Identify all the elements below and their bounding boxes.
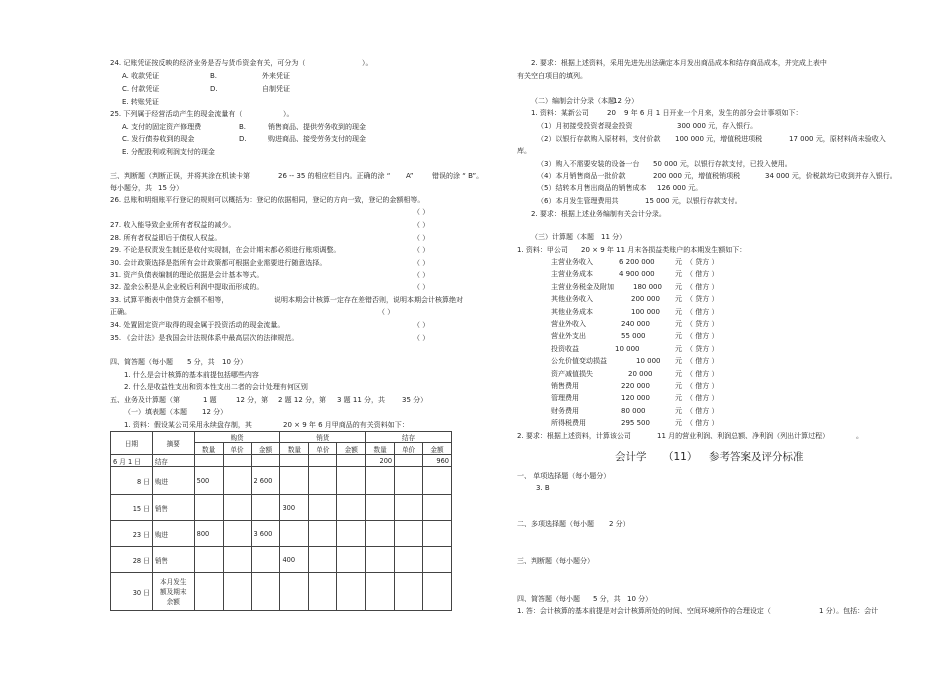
account-amount: 20 000 (628, 369, 653, 378)
cell-bp (395, 455, 423, 467)
judge-item-text: 34. 处置固定资产取得的现金属于投资活动的现金流量。 (110, 321, 285, 329)
cell-bp (395, 573, 423, 611)
journal-item-b: 50 000 元，以银行存款支付，已投入使用。 (653, 160, 792, 168)
cell-sq (280, 573, 309, 611)
account-name: 营业外收入 (551, 320, 586, 328)
cell-pp (223, 455, 251, 467)
journal-header-b: 12 分） (613, 97, 639, 105)
account-amount: 220 000 (621, 382, 650, 390)
cell-bq (366, 573, 395, 611)
journal-header-a: （二）编制会计分录（本题 (531, 97, 615, 105)
account-amount: 10 000 (636, 357, 661, 366)
account-side: （ 借方 ） (686, 332, 719, 341)
judge-header-c: A” (406, 172, 414, 180)
header-summary: 摘要 (152, 432, 194, 455)
journal-item-a: （5）结转本月售出商品的销售成本 (537, 184, 647, 192)
judge-item-text: 27. 收入能导致企业所有者权益的减少。 (110, 221, 236, 229)
cell-pq (194, 495, 223, 521)
account-name: 销售费用 (551, 382, 579, 390)
account-side: （ 贷方 ） (686, 344, 719, 353)
cell-bp (395, 547, 423, 573)
header-purchase-qty: 数量 (194, 443, 223, 455)
cell-pa (251, 455, 280, 467)
fill-table-header-a: （一）填表题（本题 (124, 408, 187, 416)
table-row (111, 573, 452, 611)
cell-summary: 销售 (152, 547, 194, 573)
inventory-ledger-table (110, 431, 452, 611)
cell-pp (223, 547, 251, 573)
cell-date: 28 日 (111, 547, 153, 573)
judge-item-answer-blank: （ ） (413, 283, 430, 291)
judge-item-answer-blank: （ ） (413, 246, 430, 254)
cell-sa (337, 521, 366, 547)
account-side: （ 贷方 ） (686, 258, 719, 266)
journal-data-c: 9 年 6 月 1 日开业一个月来，发生的部分会计事项如下： (624, 109, 803, 117)
account-amount: 55 000 (621, 332, 646, 341)
answer-sec2-a: 二、多项选择题（每小题 (517, 520, 594, 528)
cell-date: 6 月 1 日 (111, 455, 153, 467)
journal-item-b: 126 000 元。 (657, 184, 703, 192)
judge-item-answer-blank: （ ） (413, 271, 430, 279)
calc-requirement-b: 11 月的营业利润、利润总额、净利润（列出计算过程） (657, 432, 830, 440)
account-unit: 元 (675, 406, 682, 415)
cell-sp (309, 467, 337, 495)
cell-bq: 200 (366, 455, 395, 467)
answer-title-number: （11） (663, 451, 698, 463)
journal-item-b: 300 000 元，存入银行。 (677, 122, 758, 130)
answer-essay-1-a: 1. 答：会计核算的基本前提是对会计核算所处的时间、空间环境所作的合理设定（ (517, 607, 771, 615)
account-side: （ 借方 ） (686, 307, 719, 316)
q33-answer-blank: （ ） (378, 308, 395, 316)
q24-option-e: E. 转账凭证 (122, 98, 159, 106)
journal-data-b: 20 (607, 109, 616, 117)
answer-sec3: 三、判断题（每小题分） (517, 557, 594, 565)
cell-sq (280, 521, 309, 547)
header-sales: 销货 (280, 432, 366, 443)
cell-sp (309, 495, 337, 521)
judge-item-text: 32. 盈余公积是从企业税后利润中提取而形成的。 (110, 283, 264, 291)
answer-sec4-a: 四、简答题（每小题 (517, 595, 580, 603)
judge-header-b: 26 -- 35 的相应栏目内。正确的涂 “ (278, 172, 391, 180)
answer-sec1-item: 3. B (536, 484, 550, 492)
judge-item-answer-blank: （ ） (413, 334, 430, 342)
q24-option-d-letter: D. (210, 85, 218, 93)
answer-essay-1-b: 1 分）。包括：会计 (819, 607, 879, 615)
essay-q2: 2. 什么是收益性支出和资本性支出二者的会计处理有何区别 (124, 383, 308, 391)
answer-sec2-b: 2 分） (609, 520, 630, 528)
cell-pp (223, 495, 251, 521)
cell-pp (223, 521, 251, 547)
judge-item-text: 31. 资产负债表编制的理论依据是会计基本等式。 (110, 271, 264, 279)
table-row (111, 455, 452, 467)
judge-header-a: 三、判断题（判断正误，并将其涂在机读卡第 (110, 172, 250, 180)
account-unit: 元 (675, 419, 682, 428)
judge-item-text: 35. 《会计法》是我国会计法规体系中最高层次的法律规范。 (110, 334, 299, 342)
account-side: （ 借方 ） (686, 394, 719, 403)
header-date: 日期 (111, 432, 153, 455)
journal-item-a: （3）购入不需要安装的设备一台 (537, 160, 640, 168)
practice-header-c: 12 分，第 (236, 396, 269, 404)
header-balance-amount: 金额 (423, 443, 452, 455)
calc-data-b: 20 × 9 年 11 月末各损益类账户的本期发生额如下： (581, 246, 747, 254)
table-row (111, 547, 452, 573)
practice-header-b: 1 题 (203, 396, 217, 404)
cell-pq: 500 (194, 467, 223, 495)
account-amount: 100 000 (631, 307, 660, 316)
header-sales-price: 单价 (309, 443, 337, 455)
cell-sq: 400 (280, 547, 309, 573)
judge-item-answer-blank: （ ） (413, 221, 430, 229)
header-sales-amount: 金额 (337, 443, 366, 455)
cell-sq (280, 455, 309, 467)
q25-stem-text: 25. 下列属于经营活动产生的现金流量有（ (110, 110, 243, 118)
account-name: 管理费用 (551, 394, 579, 403)
header-purchase: 购货 (194, 432, 280, 443)
q25-option-a: A. 支付的固定资产修理费 (122, 123, 202, 131)
judge-item-answer-blank: （ ） (413, 208, 430, 216)
practice-header-e: 3 题 11 分，共 (337, 396, 386, 404)
cell-pa: 2 600 (251, 467, 280, 495)
journal-item-a: 库。 (517, 147, 531, 155)
account-side: （ 借方 ） (686, 369, 719, 378)
cell-summary: 结存 (152, 455, 194, 467)
cell-summary-line: 额及期末 (160, 587, 187, 596)
account-name: 主营业务税金及附加 (551, 282, 614, 291)
cell-ba (423, 547, 452, 573)
q24-option-a: A. 收款凭证 (122, 72, 160, 80)
account-side: （ 借方 ） (686, 406, 719, 415)
cell-bp (395, 521, 423, 547)
q25-option-b-letter: B. (239, 123, 247, 131)
account-unit: 元 (675, 369, 682, 378)
account-unit: 元 (675, 332, 682, 341)
account-name: 主营业务成本 (551, 270, 593, 279)
account-amount: 200 000 (631, 295, 660, 304)
essay-q1: 1. 什么是会计核算的基本前提包括哪些内容 (124, 371, 259, 379)
account-name: 公允价值变动损益 (551, 357, 607, 366)
cell-sa (337, 455, 366, 467)
account-unit: 元 (675, 394, 682, 403)
account-name: 所得税费用 (551, 419, 586, 428)
cell-ba (423, 573, 452, 611)
calc-requirement-a: 2. 要求：根据上述资料，计算该公司 (517, 432, 631, 440)
account-unit: 元 (675, 382, 682, 390)
header-purchase-price: 单价 (223, 443, 251, 455)
account-amount: 6 200 000 (619, 258, 655, 266)
account-name: 营业外支出 (551, 332, 586, 341)
cell-date: 15 日 (111, 495, 153, 521)
table-row (111, 467, 452, 495)
practice-header-a: 五、业务及计算题（第 (110, 396, 180, 404)
cell-sa (337, 573, 366, 611)
cell-pa: 3 600 (251, 521, 280, 547)
account-unit: 元 (675, 357, 682, 366)
judge-item-text: 29. 不论是权责发生制还是收付实现制，在会计期末都必须进行账项调整。 (110, 246, 341, 254)
account-name: 财务费用 (551, 406, 579, 415)
q24-option-b: 外来凭证 (262, 72, 290, 80)
q24-stem-end: ）。 (362, 59, 373, 67)
answer-title-course: 会计学 (615, 451, 647, 463)
journal-item-a: （2）以银行存款购入原材料，支付价款 (537, 135, 661, 143)
header-sales-qty: 数量 (280, 443, 309, 455)
q25-option-c: C. 发行债券收到的现金 (122, 135, 195, 143)
judge-item-answer-blank: （ ） (413, 321, 430, 329)
cell-pa (251, 547, 280, 573)
calc-requirement-c: 。 (856, 432, 863, 440)
journal-data-a: 1. 资料：某新公司 (531, 109, 589, 117)
q24-stem-text: 24. 记账凭证按反映的经济业务是否与货币资金有关，可分为（ (110, 59, 306, 67)
q33-text-d: 正确。 (110, 308, 131, 316)
cell-summary (152, 573, 194, 611)
cell-pq (194, 573, 223, 611)
answer-sec4-b: 5 分，共 (593, 595, 621, 603)
judge-item-text: 28. 所有者权益即后于债权人权益。 (110, 234, 222, 242)
account-amount: 295 500 (621, 419, 650, 428)
journal-item-a: （6）本月发生管理费用共 (537, 197, 619, 205)
account-unit: 元 (675, 270, 682, 279)
cell-date: 8 日 (111, 467, 153, 495)
account-unit: 元 (675, 282, 682, 291)
account-side: （ 贷方 ） (686, 295, 719, 304)
cell-pp (223, 573, 251, 611)
account-unit: 元 (675, 344, 682, 353)
judge-header-d: 错误的涂 “ B”。 (432, 172, 484, 180)
judge-header-e: 每小题分，共 (110, 184, 152, 192)
judge-item-text: 30. 会计政策选择是指所有会计政策都可根据企业需要进行随意选择。 (110, 259, 327, 267)
cell-sp (309, 521, 337, 547)
account-amount: 10 000 (615, 344, 640, 353)
journal-item-c: 17 000 元，原材料尚未验收入 (789, 135, 886, 143)
q25-option-b: 销售商品、提供劳务收到的现金 (268, 123, 366, 131)
q33-text-c: 否则，说明本期会计核算绝对 (372, 296, 463, 304)
judge-item-text: 26. 总账和明细账平行登记的规则可以概括为：登记的依据相同，登记的方向一致，登记的金额相等。 (110, 196, 425, 204)
cell-sa (337, 547, 366, 573)
cell-ba (423, 521, 452, 547)
account-side: （ 借方 ） (686, 357, 719, 366)
q25-option-e: E. 分配股利或利润支付的现金 (122, 148, 215, 156)
judge-header-f: 15 分） (158, 184, 184, 192)
cell-sq: 300 (280, 495, 309, 521)
cell-summary: 销售 (152, 495, 194, 521)
cell-bq (366, 467, 395, 495)
q25-option-d-letter: D. (239, 135, 247, 143)
journal-requirement: 2. 要求：根据上述业务编制有关会计分录。 (531, 210, 666, 218)
answer-sec1: 一、 单项选择题（每小题分） (517, 472, 611, 480)
q24-option-d: 自制凭证 (262, 85, 290, 93)
cell-summary-line: 本月发生 (160, 577, 187, 586)
cell-pa (251, 573, 280, 611)
account-unit: 元 (675, 258, 682, 266)
q25-stem-end: ）。 (283, 110, 294, 118)
cell-ba (423, 495, 452, 521)
req2-line1: 2. 要求：根据上述资料，采用先进先出法确定本月发出商品成本和结存商品成本，并完成上表中 (531, 59, 827, 67)
account-side: （ 借方 ） (686, 382, 719, 390)
cell-sp (309, 573, 337, 611)
fill-table-data-a: 1. 资料：假设某公司采用永续盘存制，其 (124, 421, 252, 429)
cell-pq: 800 (194, 521, 223, 547)
account-name: 主营业务收入 (551, 258, 593, 266)
essay-header-b: 5 分，共 (187, 358, 215, 366)
account-side: （ 借方 ） (686, 270, 719, 279)
q33-text-a: 33. 试算平衡表中借贷方金额不相等， (110, 296, 229, 304)
judge-item-answer-blank: （ ） (413, 259, 430, 267)
account-unit: 元 (675, 295, 682, 304)
account-name: 资产减值损失 (551, 369, 593, 378)
q25-option-d: 购进商品、接受劳务支付的现金 (268, 135, 366, 143)
answer-title-text: 参考答案及评分标准 (709, 451, 804, 463)
cell-bp (395, 495, 423, 521)
calc-data-a: 1. 资料：甲公司 (517, 246, 568, 254)
cell-bq (366, 521, 395, 547)
cell-bq (366, 495, 395, 521)
journal-item-a: （1）月初接受投资者现金投资 (537, 122, 633, 130)
q24-option-c: C. 付款凭证 (122, 85, 160, 93)
account-unit: 元 (675, 307, 682, 316)
calc-header-b: 11 分） (601, 233, 627, 241)
account-name: 其他业务收入 (551, 295, 593, 304)
account-side: （ 借方 ） (686, 419, 719, 428)
essay-header-a: 四、简答题（每小题 (110, 358, 173, 366)
practice-header-f: 35 分） (402, 396, 428, 404)
req2-line2: 有关空白项目的填列。 (517, 72, 587, 80)
cell-sa (337, 467, 366, 495)
header-balance-price: 单价 (395, 443, 423, 455)
cell-bq (366, 547, 395, 573)
cell-pa (251, 495, 280, 521)
account-amount: 80 000 (621, 406, 646, 415)
cell-sa (337, 495, 366, 521)
practice-header-d: 2 题 12 分，第 (278, 396, 327, 404)
fill-table-data-b: 20 × 9 年 6 月甲商品的有关资料如下： (283, 421, 409, 429)
cell-pq (194, 547, 223, 573)
fill-table-header-b: 12 分） (202, 408, 228, 416)
cell-summary-line: 余额 (166, 597, 180, 606)
account-name: 其他业务成本 (551, 307, 593, 316)
q33-text-b: 说明本期会计核算一定存在差错； (274, 296, 379, 304)
cell-date: 23 日 (111, 521, 153, 547)
calc-header-a: （三）计算题（本题 (531, 233, 594, 241)
journal-item-b: 200 000 元，增值税销项税 (653, 172, 741, 180)
cell-sp (309, 547, 337, 573)
table-row (111, 521, 452, 547)
account-side: （ 贷方 ） (686, 320, 719, 328)
cell-pq (194, 455, 223, 467)
account-amount: 4 900 000 (619, 270, 655, 279)
account-amount: 180 000 (633, 282, 662, 291)
ledger-body (111, 455, 452, 611)
journal-item-a: （4）本月销售商品一批价款 (537, 172, 626, 180)
essay-header-c: 10 分） (222, 358, 248, 366)
account-amount: 240 000 (621, 320, 650, 328)
header-balance-qty: 数量 (366, 443, 395, 455)
journal-item-b: 100 000 元，增值税进项税 (675, 135, 763, 143)
cell-ba (423, 467, 452, 495)
cell-sq (280, 467, 309, 495)
journal-item-b: 15 000 元，以银行存款支付。 (645, 197, 742, 205)
account-side: （ 借方 ） (686, 282, 719, 291)
table-row (111, 495, 452, 521)
account-amount: 120 000 (621, 394, 650, 403)
header-balance: 结存 (366, 432, 452, 443)
header-purchase-amount: 金额 (251, 443, 280, 455)
account-unit: 元 (675, 320, 682, 328)
cell-summary: 购进 (152, 521, 194, 547)
cell-date: 30 日 (111, 573, 153, 611)
account-name: 投资收益 (551, 344, 579, 353)
q24-option-b-letter: B. (210, 72, 218, 80)
cell-ba: 960 (423, 455, 452, 467)
answer-sec4-c: 10 分） (627, 595, 653, 603)
cell-summary: 购进 (152, 467, 194, 495)
journal-item-c: 34 000 元，价税款均已收到并存入银行。 (765, 172, 897, 180)
cell-pp (223, 467, 251, 495)
cell-sp (309, 455, 337, 467)
cell-bp (395, 467, 423, 495)
judge-item-answer-blank: （ ） (413, 234, 430, 242)
